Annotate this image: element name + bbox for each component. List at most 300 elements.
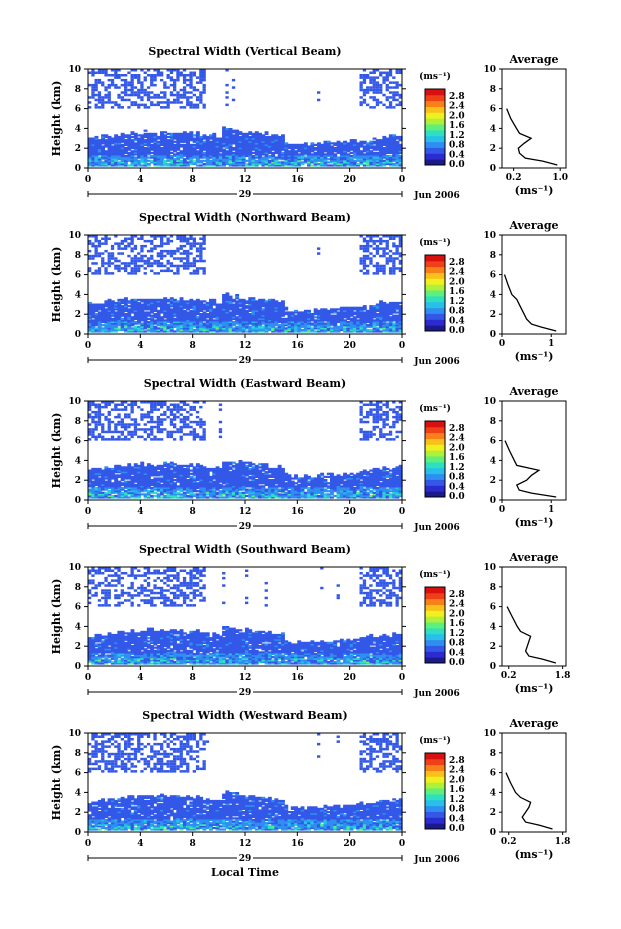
heatmap-cell xyxy=(140,257,143,260)
heatmap-cell xyxy=(157,428,160,431)
heatmap-cell xyxy=(140,250,143,253)
heatmap-cell xyxy=(382,272,385,275)
heatmap-cell xyxy=(382,240,385,243)
heatmap-cell xyxy=(127,84,130,87)
heatmap-cell xyxy=(108,257,111,260)
heatmap-cell xyxy=(366,89,369,92)
y-tick-label: 4 xyxy=(74,290,81,301)
heatmap-cell xyxy=(396,81,399,84)
heatmap-cell xyxy=(203,272,206,275)
heatmap-cell xyxy=(163,250,166,253)
heatmap-cell xyxy=(150,270,153,273)
heatmap-cell xyxy=(199,242,202,245)
heatmap-cell xyxy=(104,86,107,89)
heatmap-cell xyxy=(140,91,143,94)
colorbar-swatch xyxy=(425,273,445,279)
heatmap-cell xyxy=(163,86,166,89)
heatmap-cell xyxy=(180,101,183,104)
heatmap-cell xyxy=(203,72,206,75)
x-tick-label: 0 xyxy=(84,175,92,185)
heatmap-cell xyxy=(203,260,206,263)
heatmap-cell xyxy=(183,257,186,260)
panel-2 xyxy=(50,211,566,367)
y-axis-label: Height (km) xyxy=(50,246,63,323)
heatmap-cell xyxy=(163,265,166,268)
heatmap-cell xyxy=(167,86,170,89)
heatmap-cell xyxy=(180,238,183,241)
x-tick-label: 12 xyxy=(238,341,252,351)
heatmap-cell xyxy=(396,86,399,89)
heatmap-cell xyxy=(281,300,285,302)
heatmap-cell xyxy=(160,250,163,253)
heatmap-cell xyxy=(212,299,216,301)
heatmap-cell xyxy=(376,91,379,94)
heatmap-cell xyxy=(167,267,170,270)
heatmap-cell xyxy=(193,72,196,75)
heatmap-cell xyxy=(114,86,117,89)
heatmap-cell xyxy=(203,84,206,87)
heatmap-cell xyxy=(131,242,134,245)
heatmap-cell xyxy=(363,257,366,260)
heatmap-cell xyxy=(396,91,399,94)
panel-title: Spectral Width (Vertical Beam) xyxy=(148,45,342,58)
heatmap-cell xyxy=(180,96,183,99)
heatmap-cell xyxy=(104,272,107,275)
heatmap-cell xyxy=(163,91,166,94)
heatmap-cell xyxy=(196,104,199,107)
heatmap-cell xyxy=(160,242,163,245)
heatmap-cell xyxy=(189,96,192,99)
heatmap-cell xyxy=(392,76,395,79)
heatmap-cell xyxy=(163,270,166,273)
heatmap-cell xyxy=(203,270,206,273)
avg-x-tick-label: 0.2 xyxy=(505,173,522,183)
heatmap-cell xyxy=(127,242,130,245)
heatmap-cell xyxy=(91,74,94,77)
heatmap-cell xyxy=(150,91,153,94)
heatmap-cell xyxy=(170,84,173,87)
heatmap-cell xyxy=(199,96,202,99)
heatmap-cell xyxy=(366,240,369,243)
heatmap-cell xyxy=(392,267,395,270)
heatmap-cell xyxy=(95,428,98,431)
heatmap-cell xyxy=(189,242,192,245)
heatmap-cell xyxy=(173,84,176,87)
heatmap-cell xyxy=(150,101,153,104)
heatmap-cell xyxy=(203,240,206,243)
heatmap-cell xyxy=(104,250,107,253)
heatmap-cell xyxy=(376,262,379,265)
day-label: 29 xyxy=(238,190,252,200)
heatmap-cell xyxy=(167,270,170,273)
heatmap-cell xyxy=(95,423,98,426)
heatmap-cell xyxy=(150,408,153,411)
heatmap-cell xyxy=(144,106,147,109)
heatmap-cell xyxy=(386,106,389,109)
heatmap-cell xyxy=(95,86,98,89)
heatmap-cell xyxy=(173,265,176,268)
heatmap-cell xyxy=(189,262,192,265)
heatmap-cell xyxy=(134,404,137,407)
heatmap-cell xyxy=(173,86,176,89)
heatmap-cell xyxy=(157,423,160,426)
colorbar-swatch xyxy=(425,148,445,154)
heatmap-cell xyxy=(117,438,120,441)
heatmap-cell xyxy=(167,250,170,253)
heatmap-cell xyxy=(386,79,389,82)
heatmap-cell xyxy=(121,438,124,441)
heatmap-cell xyxy=(137,436,140,439)
heatmap-cell xyxy=(131,433,134,436)
heatmap-cell xyxy=(150,433,153,436)
heatmap-cell xyxy=(386,245,389,248)
heatmap-cell xyxy=(131,267,134,270)
heatmap-cell xyxy=(167,101,170,104)
heatmap-cell xyxy=(389,96,392,99)
heatmap-cell xyxy=(379,247,382,250)
heatmap-cell xyxy=(98,404,101,407)
heatmap-cell xyxy=(193,94,196,97)
heatmap-cell xyxy=(366,270,369,273)
heatmap-cell xyxy=(114,104,117,107)
heatmap-cell xyxy=(189,131,193,133)
x-tick-label: 20 xyxy=(343,175,356,185)
heatmap-cell xyxy=(137,260,140,263)
heatmap-cell xyxy=(183,74,186,77)
heatmap-cell xyxy=(392,91,395,94)
heatmap-cell xyxy=(382,104,385,107)
heatmap-cell xyxy=(131,436,134,439)
heatmap-cell xyxy=(131,408,134,411)
colorbar-tick-label: 1.6 xyxy=(449,121,465,132)
heatmap-cell xyxy=(382,265,385,268)
heatmap-cell xyxy=(147,86,150,89)
heatmap-cell xyxy=(203,242,206,245)
heatmap-cell xyxy=(124,423,127,426)
heatmap-cell xyxy=(98,96,101,99)
heatmap-cell xyxy=(98,99,101,102)
heatmap-cell xyxy=(153,406,156,409)
heatmap-cell xyxy=(186,267,189,270)
heatmap-cell xyxy=(199,250,202,253)
heatmap-cell xyxy=(386,84,389,87)
average-frame xyxy=(502,69,566,168)
heatmap-cell xyxy=(98,255,101,257)
heatmap-cell xyxy=(150,416,153,419)
heatmap-cell xyxy=(101,106,104,109)
heatmap-cell xyxy=(147,416,150,419)
heatmap-cell xyxy=(111,408,114,411)
heatmap-cell xyxy=(134,421,137,424)
heatmap-cell xyxy=(193,240,196,243)
heatmap-cell xyxy=(104,89,107,92)
heatmap-cell xyxy=(104,270,107,273)
heatmap-cell xyxy=(186,104,189,107)
heatmap-cell xyxy=(108,423,111,426)
heatmap-cell xyxy=(140,408,143,411)
heatmap-cell xyxy=(180,72,183,75)
heatmap-cell xyxy=(389,257,392,260)
heatmap-cell xyxy=(157,72,160,75)
heatmap-cell xyxy=(114,416,117,419)
heatmap-cell xyxy=(186,101,189,104)
heatmap-cell xyxy=(386,74,389,77)
heatmap-cell xyxy=(140,260,143,263)
heatmap-cell xyxy=(366,91,369,94)
heatmap-cell xyxy=(369,238,372,241)
heatmap-cell xyxy=(153,96,156,99)
heatmap-cell xyxy=(360,101,363,104)
heatmap-cell xyxy=(170,101,173,104)
heatmap-cell xyxy=(376,265,379,268)
heatmap-cell xyxy=(127,245,130,248)
heatmap-cell xyxy=(189,272,192,275)
colorbar-swatch xyxy=(425,267,445,273)
heatmap-cell xyxy=(386,96,389,99)
heatmap-cell xyxy=(134,94,137,97)
heatmap-cell xyxy=(153,74,156,77)
heatmap-cell xyxy=(392,106,395,109)
heatmap-cell xyxy=(117,431,120,434)
heatmap-cell xyxy=(140,99,143,102)
heatmap-cell xyxy=(189,101,192,104)
colorbar-swatch xyxy=(425,255,445,261)
heatmap-cell xyxy=(186,96,189,99)
heatmap-cell xyxy=(196,81,199,84)
heatmap-cell xyxy=(121,433,124,436)
heatmap-cell xyxy=(389,270,392,273)
heatmap-cell xyxy=(108,411,111,414)
heatmap-cell xyxy=(111,81,114,84)
heatmap-cell xyxy=(157,431,160,434)
heatmap-cell xyxy=(366,272,369,275)
heatmap-cell xyxy=(108,272,111,275)
heatmap-cell xyxy=(131,94,134,97)
heatmap-cell xyxy=(167,106,170,109)
heatmap-cell xyxy=(95,240,98,243)
heatmap-cell xyxy=(170,252,173,255)
heatmap-cell xyxy=(150,421,153,424)
heatmap-cell xyxy=(153,262,156,265)
heatmap-cell xyxy=(91,94,94,97)
heatmap-cell xyxy=(91,245,94,248)
heatmap-cell xyxy=(137,81,140,84)
heatmap-cell xyxy=(127,99,130,102)
heatmap-cell xyxy=(127,404,130,407)
heatmap-cell xyxy=(360,89,363,92)
heatmap-cell xyxy=(137,89,140,92)
heatmap-cell xyxy=(137,76,140,79)
heatmap-cell xyxy=(363,91,366,94)
heatmap-cell xyxy=(363,99,366,102)
heatmap-cell xyxy=(167,260,170,263)
heatmap-cell xyxy=(183,106,186,109)
heatmap-cell xyxy=(140,81,143,84)
heatmap-cell xyxy=(366,247,369,250)
colorbar-swatch xyxy=(425,284,445,290)
colorbar-tick-label: 0.0 xyxy=(449,160,465,170)
heatmap-cell xyxy=(117,94,120,97)
month-label: Jun 2006 xyxy=(414,357,460,367)
average-profile-line xyxy=(505,275,557,331)
heatmap-cell xyxy=(137,96,140,99)
heatmap-cell xyxy=(131,101,134,104)
heatmap-cell xyxy=(127,426,130,429)
heatmap-cell xyxy=(134,262,137,265)
heatmap-cell xyxy=(104,240,107,243)
heatmap-cell xyxy=(95,94,98,97)
heatmap-cell xyxy=(101,260,104,263)
heatmap-cell xyxy=(134,265,137,268)
heatmap-cell xyxy=(392,86,395,89)
heatmap-cell xyxy=(376,76,379,79)
x-tick-label: 4 xyxy=(137,175,144,185)
heatmap-cell xyxy=(95,252,98,255)
heatmap-cell xyxy=(176,250,179,253)
heatmap-cell xyxy=(150,262,153,265)
heatmap-cell xyxy=(160,255,163,257)
heatmap-cell xyxy=(95,72,98,75)
heatmap-cell xyxy=(147,257,150,260)
heatmap-cell xyxy=(363,245,366,248)
heatmap-cell xyxy=(392,245,395,248)
colorbar-swatch xyxy=(425,278,445,284)
heatmap-cell xyxy=(196,267,199,270)
heatmap-cell xyxy=(104,242,107,245)
heatmap-cell xyxy=(317,252,320,255)
heatmap-cell xyxy=(124,99,127,102)
heatmap-cell xyxy=(396,245,399,248)
colorbar-swatch xyxy=(425,136,445,142)
heatmap-cell xyxy=(121,404,124,407)
colorbar-swatch xyxy=(425,319,445,325)
heatmap-cell xyxy=(150,431,153,434)
heatmap-cell xyxy=(150,81,153,84)
heatmap-cell xyxy=(101,426,104,429)
heatmap-cell xyxy=(127,433,130,436)
heatmap-cell xyxy=(101,99,104,102)
heatmap-cell xyxy=(95,416,98,419)
y-tick-label: 0 xyxy=(74,330,81,340)
heatmap-cell xyxy=(144,91,147,94)
heatmap-cell xyxy=(111,74,114,77)
heatmap-cell xyxy=(150,240,153,243)
avg-y-tick-label: 6 xyxy=(489,270,496,281)
heatmap-cell xyxy=(108,238,111,241)
heatmap-cell xyxy=(124,240,127,243)
heatmap-cell xyxy=(186,260,189,263)
heatmap-cell xyxy=(173,272,176,275)
heatmap-cell xyxy=(369,81,372,84)
x-tick-label: 16 xyxy=(291,341,304,351)
heatmap-cell xyxy=(144,255,147,257)
heatmap-cell xyxy=(137,265,140,268)
heatmap-cell xyxy=(108,91,111,94)
heatmap-cell xyxy=(183,245,186,248)
heatmap-cell xyxy=(121,91,124,94)
heatmap-cell xyxy=(363,76,366,79)
heatmap-cell xyxy=(199,91,202,94)
avg-y-tick-label: 2 xyxy=(489,144,496,155)
heatmap-cell xyxy=(127,272,130,275)
panel-3 xyxy=(50,377,566,533)
heatmap-cell xyxy=(376,247,379,250)
heatmap-cell xyxy=(180,94,183,97)
heatmap-cell xyxy=(363,272,366,275)
heatmap-cell xyxy=(382,72,385,75)
heatmap-cell xyxy=(193,89,196,92)
heatmap-cell xyxy=(124,408,127,411)
heatmap-cell xyxy=(373,89,376,92)
heatmap-cell xyxy=(160,101,163,104)
heatmap-cell xyxy=(127,72,130,75)
colorbar-swatch xyxy=(425,89,445,95)
heatmap-cell xyxy=(363,101,366,104)
heatmap-cell xyxy=(373,242,376,245)
heatmap-cell xyxy=(199,99,202,102)
heatmap-cell xyxy=(189,81,192,84)
heatmap-cell xyxy=(91,272,94,275)
day-label: 29 xyxy=(238,356,252,366)
heatmap-cell xyxy=(91,428,94,431)
heatmap-cell xyxy=(173,81,176,84)
heatmap-cell xyxy=(196,106,199,109)
heatmap-cell xyxy=(95,411,98,414)
heatmap-cell xyxy=(196,272,199,275)
heatmap-cell xyxy=(147,250,150,253)
x-tick-label: 0 xyxy=(398,341,406,351)
heatmap-cell xyxy=(111,84,114,87)
heatmap-cell xyxy=(101,438,104,441)
heatmap-cell xyxy=(382,81,385,84)
heatmap-cell xyxy=(232,79,235,82)
heatmap-cell xyxy=(124,265,127,268)
heatmap-cell xyxy=(127,413,130,416)
heatmap-cell xyxy=(127,431,130,434)
heatmap-cell xyxy=(91,421,94,424)
heatmap-cell xyxy=(137,238,140,241)
heatmap-cell xyxy=(121,79,124,82)
heatmap-cell xyxy=(373,81,376,84)
heatmap-cell xyxy=(284,307,288,309)
heatmap-cell xyxy=(144,130,148,132)
heatmap-cell xyxy=(203,79,206,82)
avg-y-tick-label: 0 xyxy=(489,164,496,174)
heatmap-cell xyxy=(108,404,111,407)
heatmap-cell xyxy=(144,272,147,275)
heatmap-cell xyxy=(117,104,120,107)
heatmap-cell xyxy=(392,238,395,241)
heatmap-cell xyxy=(379,238,382,241)
heatmap-cell xyxy=(131,247,134,250)
heatmap-cell xyxy=(117,270,120,273)
heatmap-cell xyxy=(157,96,160,99)
heatmap-cell xyxy=(180,257,183,260)
heatmap-cell xyxy=(196,260,199,263)
heatmap-cell xyxy=(160,245,163,248)
heatmap-cell xyxy=(108,96,111,99)
colorbar-swatch xyxy=(425,107,445,113)
heatmap-cell xyxy=(140,255,143,257)
heatmap-cell xyxy=(363,250,366,253)
heatmap-cell xyxy=(386,72,389,75)
heatmap-cell xyxy=(111,421,114,424)
heatmap-cell xyxy=(160,238,163,241)
heatmap-cell xyxy=(150,255,153,257)
heatmap-cell xyxy=(176,265,179,268)
y-tick-label: 0 xyxy=(74,164,81,174)
heatmap-cell xyxy=(104,94,107,97)
